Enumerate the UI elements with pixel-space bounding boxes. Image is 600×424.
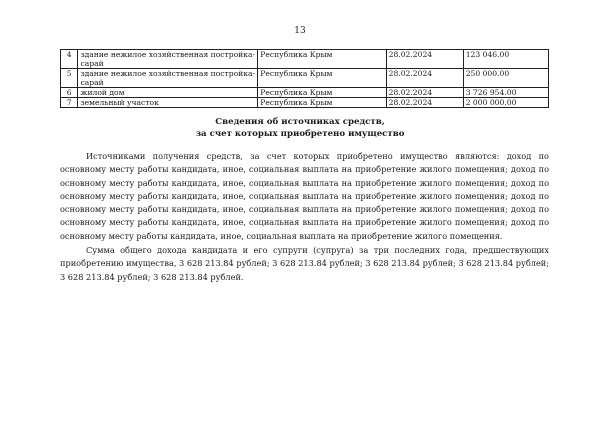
table-row: [61, 69, 549, 88]
asset-name: земельный участок: [78, 98, 258, 108]
asset-sum: 2 000 000.00: [463, 98, 548, 108]
asset-region: Республика Крым: [258, 50, 386, 69]
asset-sum: 123 046.00: [463, 50, 548, 69]
assets-table: [60, 49, 549, 108]
asset-region: Республика Крым: [258, 98, 386, 108]
sources-paragraph: Источниками получения средств, за счет которых приобретено имущество являются: доход по основному месту работы кандидата, иное, социальная выплата на приобретение жилого помещения; доход по основному месту работы кандидата, иное, социальная выплата на приобретение жилого помещения; доход по основному месту работы кандидата, иное, социальная выплата на приобретение жилого помещения; доход по основному месту работы кандидата, иное, социальная выплата на приобретение жилого помещения; доход по основному месту работы кандидата, иное, социальная выплата на приобретение жилого помещения; доход по основному месту работы кандидата, иное, социальная выплата на приобретение жилого помещения.: [60, 151, 549, 241]
asset-date: 28.02.2024: [386, 50, 463, 69]
asset-date: 28.02.2024: [386, 98, 463, 108]
asset-sum: 3 726 954.00: [463, 88, 548, 98]
table-row: [61, 88, 549, 98]
asset-name: здание нежилое хозяйственная постройка-сарай: [78, 69, 258, 88]
section-title-line-1: Сведения об источниках средств,: [215, 117, 385, 127]
asset-sum: 250 000.00: [463, 69, 548, 88]
table-row: [61, 50, 549, 69]
income-sum-paragraph: Сумма общего дохода кандидата и его супруги (супруга) за три последних года, предшествующих приобретению имущества, 3 628 213.84 рублей; 3 628 213.84 рублей; 3 628 213.84 рублей; 3 628 213.84 рублей; 3 628 213.84 рублей; 3 628 213.84 рублей.: [60, 245, 550, 282]
asset-region: Республика Крым: [258, 69, 386, 88]
asset-date: 28.02.2024: [386, 69, 463, 88]
asset-name: здание нежилое хозяйственная постройка-сарай: [78, 50, 258, 69]
row-number: 7: [61, 98, 78, 108]
table-row: [61, 98, 549, 108]
section-title: [0, 116, 600, 140]
asset-name: жилой дом: [78, 88, 258, 98]
row-number: 6: [61, 88, 78, 98]
asset-date: 28.02.2024: [386, 88, 463, 98]
row-number: 5: [61, 69, 78, 88]
page-number: 13: [294, 26, 306, 36]
section-title-line-2: за счет которых приобретено имущество: [195, 129, 405, 139]
row-number: 4: [61, 50, 78, 69]
asset-region: Республика Крым: [258, 88, 386, 98]
